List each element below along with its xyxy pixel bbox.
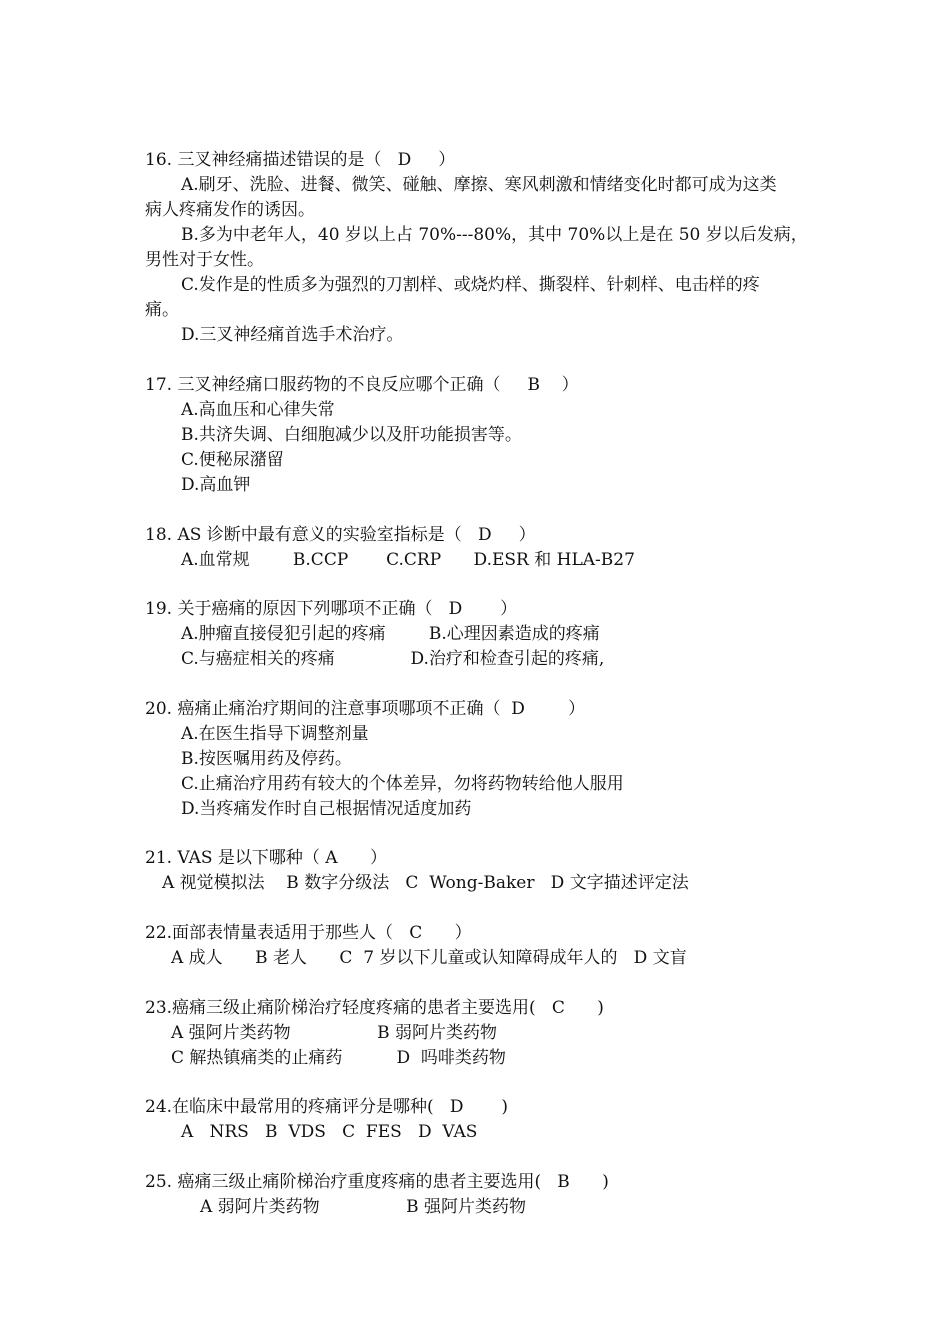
question-17-option-c: C.便秘尿潴留 xyxy=(181,450,284,470)
question-16-option-b: B.多为中老年人，40 岁以上占 70%---80%，其中 70%以上是在 50 岁以后发病， xyxy=(181,225,808,245)
question-16-option-c-continued: 痛。 xyxy=(145,300,179,320)
question-17-stem: 17. 三叉神经痛口服药物的不良反应哪个正确（ B ） xyxy=(145,375,579,395)
question-21-options: A 视觉模拟法 B 数字分级法 C Wong-Baker D 文字描述评定法 xyxy=(162,873,689,893)
question-17-option-a: A.高血压和心律失常 xyxy=(181,400,335,420)
question-19-stem: 19. 关于癌痛的原因下列哪项不正确（ D ） xyxy=(145,599,518,619)
question-21-stem: 21. VAS 是以下哪种（ A ） xyxy=(145,848,387,868)
question-16-stem: 16. 三叉神经痛描述错误的是（ D ） xyxy=(145,150,456,170)
question-24-options: A NRS B VDS C FES D VAS xyxy=(181,1122,478,1142)
question-17-option-d: D.高血钾 xyxy=(181,475,251,495)
question-23-stem: 23.癌痛三级止痛阶梯治疗轻度疼痛的患者主要选用( C ) xyxy=(145,998,604,1018)
question-16-option-b-continued: 男性对于女性。 xyxy=(145,250,264,270)
question-20-option-a: A.在医生指导下调整剂量 xyxy=(181,724,369,744)
question-22-options: A 成人 B 老人 C 7 岁以下儿童或认知障碍成年人的 D 文盲 xyxy=(171,948,687,968)
question-16-option-a: A.刷牙、洗脸、进餐、微笑、碰触、摩擦、寒风刺激和情绪变化时都可成为这类 xyxy=(181,175,777,195)
question-19-options-cd: C.与癌症相关的疼痛 D.治疗和检查引起的疼痛, xyxy=(181,649,605,669)
question-23-options-cd: C 解热镇痛类的止痛药 D 吗啡类药物 xyxy=(171,1048,506,1068)
question-16-option-d: D.三叉神经痛首选手术治疗。 xyxy=(181,325,404,345)
question-20-option-d: D.当疼痛发作时自己根据情况适度加药 xyxy=(181,799,472,819)
question-25-options-ab: A 弱阿片类药物 B 强阿片类药物 xyxy=(200,1197,527,1217)
question-17-option-b: B.共济失调、白细胞减少以及肝功能损害等。 xyxy=(181,425,522,445)
question-23-options-ab: A 强阿片类药物 B 弱阿片类药物 xyxy=(171,1023,498,1043)
question-24-stem: 24.在临床中最常用的疼痛评分是哪种( D ) xyxy=(145,1097,508,1117)
question-19-options-ab: A.肿瘤直接侵犯引起的疼痛 B.心理因素造成的疼痛 xyxy=(181,624,600,644)
question-20-option-b: B.按医嘱用药及停药。 xyxy=(181,749,352,769)
question-18-stem: 18. AS 诊断中最有意义的实验室指标是（ D ） xyxy=(145,525,536,545)
question-16-option-c: C.发作是的性质多为强烈的刀割样、或烧灼样、撕裂样、针刺样、电击样的疼 xyxy=(181,275,760,295)
question-22-stem: 22.面部表情量表适用于那些人（ C ） xyxy=(145,923,472,943)
question-20-stem: 20. 癌痛止痛治疗期间的注意事项哪项不正确（ D ） xyxy=(145,699,586,719)
question-25-stem: 25. 癌痛三级止痛阶梯治疗重度疼痛的患者主要选用( B ) xyxy=(145,1172,609,1192)
question-16-option-a-continued: 病人疼痛发作的诱因。 xyxy=(145,200,315,220)
question-20-option-c: C.止痛治疗用药有较大的个体差异，勿将药物转给他人服用 xyxy=(181,774,624,794)
question-18-options: A.血常规 B.CCP C.CRP D.ESR 和 HLA-B27 xyxy=(181,550,635,570)
